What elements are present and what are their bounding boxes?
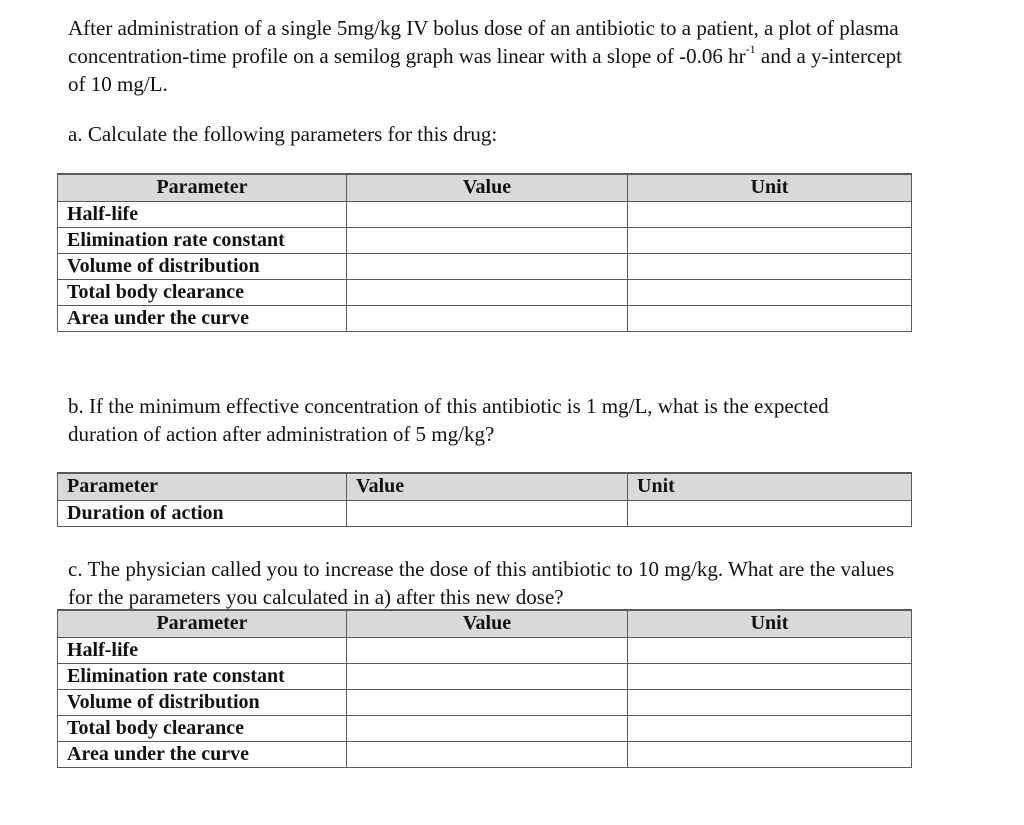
parameter-cell: Elimination rate constant [58, 663, 347, 689]
table-row [58, 500, 912, 526]
parameter-cell: Area under the curve [58, 305, 347, 331]
table-row [58, 637, 912, 663]
table-row [58, 253, 912, 279]
unit-cell[interactable] [628, 279, 912, 305]
parameter-cell: Total body clearance [58, 715, 347, 741]
table-row [58, 715, 912, 741]
question-a: a. Calculate the following parameters for this drug: [68, 122, 498, 146]
value-cell[interactable] [347, 663, 628, 689]
header-parameter: Parameter [58, 473, 347, 500]
table-header-row [58, 174, 912, 201]
header-parameter: Parameter [58, 174, 347, 201]
table-header-row [58, 610, 912, 637]
header-unit: Unit [628, 174, 912, 201]
intro-text-end: and a y-intercept of 10 mg/L. [68, 44, 902, 96]
table-row [58, 663, 912, 689]
parameter-cell: Volume of distribution [58, 689, 347, 715]
table-row [58, 689, 912, 715]
header-unit: Unit [628, 610, 912, 637]
unit-cell[interactable] [628, 689, 912, 715]
value-cell[interactable] [347, 201, 628, 227]
parameter-cell: Half-life [58, 637, 347, 663]
question-c: c. The physician called you to increase the dose of this antibiotic to 10 mg/kg. What are the values for the parameters you calculated in a) after this new dose? [68, 557, 895, 609]
value-cell[interactable] [347, 253, 628, 279]
unit-cell[interactable] [628, 741, 912, 767]
unit-cell[interactable] [628, 227, 912, 253]
header-unit: Unit [628, 473, 912, 500]
value-cell[interactable] [347, 279, 628, 305]
unit-cell[interactable] [628, 201, 912, 227]
table-header-row [58, 473, 912, 500]
unit-cell[interactable] [628, 637, 912, 663]
unit-cell[interactable] [628, 663, 912, 689]
value-cell[interactable] [347, 715, 628, 741]
header-value: Value [347, 174, 628, 201]
table-row [58, 741, 912, 767]
value-cell[interactable] [347, 637, 628, 663]
value-cell[interactable] [347, 741, 628, 767]
parameter-cell: Area under the curve [58, 741, 347, 767]
header-value: Value [347, 473, 628, 500]
header-parameter: Parameter [58, 610, 347, 637]
parameter-cell: Half-life [58, 201, 347, 227]
unit-cell[interactable] [628, 715, 912, 741]
table-row [58, 201, 912, 227]
value-cell[interactable] [347, 227, 628, 253]
value-cell[interactable] [347, 305, 628, 331]
value-cell[interactable] [347, 500, 628, 526]
table-row [58, 279, 912, 305]
parameter-cell: Duration of action [58, 500, 347, 526]
intro-text: After administration of a single 5mg/kg IV bolus dose of an antibiotic to a patient, a plot of plasma concentration-time profile on a semilog graph was linear with a slope of -0.06 hr [68, 16, 899, 68]
unit-cell[interactable] [628, 253, 912, 279]
unit-cell[interactable] [628, 305, 912, 331]
table-row [58, 305, 912, 331]
intro-superscript: -1 [745, 42, 756, 56]
question-b: b. If the minimum effective concentration of this antibiotic is 1 mg/L, what is the expected duration of action after administration of 5 mg/kg? [68, 394, 829, 446]
table-part-b [57, 472, 912, 527]
parameter-cell: Total body clearance [58, 279, 347, 305]
intro-paragraph [68, 14, 908, 98]
table-part-a [57, 173, 912, 332]
parameter-cell: Elimination rate constant [58, 227, 347, 253]
unit-cell[interactable] [628, 500, 912, 526]
table-row [58, 227, 912, 253]
table-part-c [57, 609, 912, 768]
parameter-cell: Volume of distribution [58, 253, 347, 279]
header-value: Value [347, 610, 628, 637]
value-cell[interactable] [347, 689, 628, 715]
